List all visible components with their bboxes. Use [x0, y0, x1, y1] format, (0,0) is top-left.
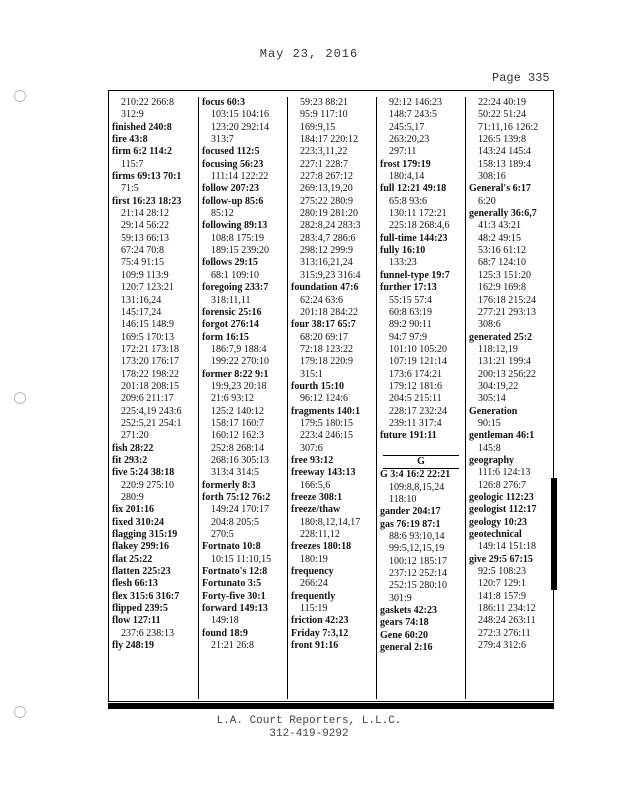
- index-term: freeze/thaw: [291, 504, 341, 516]
- index-term: firm 6:2 114:2: [112, 146, 172, 158]
- hole-punch-mark: [14, 392, 26, 404]
- index-reference: 146:15 148:9: [121, 319, 175, 331]
- index-term: forgot 276:14: [202, 319, 259, 331]
- index-reference: 143:24 145:4: [478, 146, 532, 158]
- index-reference: 19:9,23 20:18: [211, 380, 267, 392]
- index-reference: 65:8 93:6: [389, 195, 428, 207]
- index-reference: 62:24 63:6: [300, 294, 344, 306]
- index-term: flex 315:6 316:7: [112, 590, 180, 602]
- index-reference: 270:5: [211, 529, 234, 541]
- index-reference: 166:5,6: [300, 479, 331, 491]
- index-reference: 282:8,24 283:3: [300, 220, 361, 232]
- index-reference: 307:6: [300, 442, 323, 454]
- index-term: finished 240:8: [112, 121, 172, 133]
- index-columns: [109, 97, 554, 699]
- index-reference: 118:10: [389, 494, 417, 505]
- index-reference: 283:4,7 286:6: [300, 232, 356, 244]
- index-reference: 252:8 268:14: [211, 442, 265, 454]
- index-term: fit 293:2: [112, 454, 148, 466]
- hole-punch-mark: [14, 90, 26, 102]
- index-term: flow 127:11: [112, 615, 161, 627]
- index-reference: 68:20 69:17: [300, 331, 349, 343]
- index-column-4: [376, 97, 465, 699]
- index-term: forward 149:13: [202, 603, 268, 615]
- index-term: Fortnato's 12:8: [202, 566, 268, 578]
- index-reference: 130:11 172:21: [389, 208, 447, 220]
- index-reference: 227:1 228:7: [300, 158, 349, 170]
- index-reference: 162:9 169:8: [478, 282, 527, 294]
- index-reference: 204:5 215:11: [389, 393, 442, 405]
- index-reference: 89:2 90:11: [389, 319, 432, 331]
- index-column-2: [198, 97, 287, 699]
- index-term: frequency: [291, 566, 334, 578]
- index-reference: 92:5 108:23: [478, 566, 527, 578]
- index-reference: 313:4 314:5: [211, 467, 260, 479]
- index-reference: 107:19 121:14: [389, 356, 448, 368]
- index-reference: 220:9 275:10: [121, 479, 175, 491]
- index-reference: 237:6 238:13: [121, 627, 175, 639]
- index-term: gas 76:19 87:1: [380, 518, 441, 530]
- index-term: flipped 239:5: [112, 603, 168, 615]
- index-reference: 280:9: [121, 492, 144, 503]
- index-reference: 131:16,24: [121, 294, 162, 306]
- index-reference: 115:19: [300, 603, 328, 615]
- index-term: Fortunato 3:5: [202, 578, 262, 590]
- index-reference: 94:7 97:9: [389, 331, 428, 343]
- index-reference: 126:5 139:8: [478, 134, 527, 146]
- index-term: flakey 299:16: [112, 541, 169, 553]
- index-reference: 68:7 124:10: [478, 257, 527, 269]
- index-reference: 279:4 312:6: [478, 640, 527, 652]
- letter-tab-marker: [551, 478, 557, 590]
- index-reference: 223:4 246:15: [300, 430, 354, 442]
- index-term: general 2:16: [380, 642, 433, 654]
- index-term: General's 6:17: [469, 183, 531, 195]
- index-reference: 169:5 170:13: [121, 331, 175, 343]
- page-number: Page 335: [492, 71, 550, 85]
- blank-line: [377, 443, 465, 455]
- index-term: Fortnato 10:8: [202, 541, 261, 553]
- index-reference: 100:12 185:17: [389, 555, 448, 567]
- index-term: generated 25:2: [469, 331, 533, 343]
- index-reference: 176:18 215:24: [478, 294, 537, 306]
- index-term: free 93:12: [291, 454, 334, 466]
- index-reference: 67:24 70:8: [121, 245, 165, 257]
- index-term: funnel-type 19:7: [380, 269, 450, 281]
- index-reference: 109:8,8,15,24: [389, 481, 445, 493]
- index-reference: 252:15 280:10: [389, 580, 448, 592]
- index-reference: 228:17 232:24: [389, 405, 448, 417]
- index-term: frost 179:19: [380, 158, 431, 170]
- index-reference: 118:12,19: [478, 343, 518, 355]
- index-reference: 186:7,9 188:4: [211, 343, 267, 355]
- index-reference: 158:17 160:7: [211, 417, 265, 429]
- index-term: generally 36:6,7: [469, 208, 537, 220]
- index-reference: 245:5,17: [389, 121, 425, 133]
- index-reference: 120:7 129:1: [478, 578, 527, 590]
- index-term: future 191:11: [380, 430, 437, 442]
- index-reference: 22:24 40:19: [478, 97, 527, 108]
- index-term: Forty-five 30:1: [202, 590, 266, 602]
- index-term: geography: [469, 454, 514, 466]
- index-term: front 91:16: [291, 640, 339, 652]
- index-reference: 223:3,11,22: [300, 146, 348, 158]
- index-term: gentleman 46:1: [469, 430, 535, 442]
- index-term: gaskets 42:23: [380, 605, 437, 617]
- index-term: fish 28:22: [112, 442, 154, 454]
- index-reference: 71:5: [121, 183, 139, 195]
- index-term: former 8:22 9:1: [202, 368, 269, 380]
- index-term: flagging 315:19: [112, 529, 178, 541]
- index-term: gears 74:18: [380, 617, 429, 629]
- index-reference: 111:14 122:22: [211, 171, 269, 183]
- index-term: found 18:9: [202, 627, 248, 639]
- index-reference: 71:11,16 126:2: [478, 121, 539, 133]
- index-reference: 103:15 104:16: [211, 109, 270, 121]
- index-reference: 200:13 256:22: [478, 368, 537, 380]
- index-reference: 88:6 93:10,14: [389, 531, 445, 543]
- index-term: foundation 47:6: [291, 282, 359, 294]
- index-reference: 172:21 173:18: [121, 343, 180, 355]
- index-reference: 60:8 63:19: [389, 306, 433, 318]
- index-reference: 227:8 267:12: [300, 171, 354, 183]
- index-reference: 148:7 243:5: [389, 109, 438, 121]
- index-term: fragments 140:1: [291, 405, 361, 417]
- index-reference: 59:13 66:13: [121, 232, 170, 244]
- index-reference: 180:19: [300, 553, 328, 565]
- index-term: flesh 66:13: [112, 578, 158, 590]
- index-term: geologist 112:17: [469, 504, 537, 516]
- index-term: geologic 112:23: [469, 492, 534, 503]
- index-reference: 275:22 280:9: [300, 195, 354, 207]
- index-term: forth 75:12 76:2: [202, 492, 271, 503]
- index-reference: 125:2 140:12: [211, 405, 265, 417]
- index-reference: 315:1: [300, 368, 323, 380]
- index-reference: 308:16: [478, 171, 506, 183]
- index-reference: 179:18 220:9: [300, 356, 354, 368]
- index-reference: 297:11: [389, 146, 417, 158]
- index-term: freeway 143:13: [291, 467, 356, 479]
- index-reference: 204:8 205:5: [211, 516, 260, 528]
- index-term: freezes 180:18: [291, 541, 352, 553]
- index-reference: 141:8 157:9: [478, 590, 527, 602]
- index-reference: 10:15 11:10,15: [211, 553, 272, 565]
- index-term: flatten 225:23: [112, 566, 171, 578]
- index-term: following 89:13: [202, 220, 268, 232]
- index-reference: 90:15: [478, 417, 501, 429]
- word-index-frame: [108, 90, 554, 702]
- index-term: fix 201:16: [112, 504, 154, 516]
- index-reference: 313:16,21,24: [300, 257, 353, 269]
- index-reference: 180:4,14: [389, 171, 425, 183]
- index-reference: 21:21 26:8: [211, 640, 255, 652]
- index-term: frequently: [291, 590, 336, 602]
- court-reporter-name: L.A. Court Reporters, L.L.C.: [216, 715, 402, 727]
- index-reference: 228:11,12: [300, 529, 340, 541]
- index-reference: 111:6 124:13: [478, 467, 531, 479]
- index-reference: 120:7 123:21: [121, 282, 175, 294]
- index-reference: 59:23 88:21: [300, 97, 349, 108]
- index-reference: 55:15 57:4: [389, 294, 433, 306]
- index-reference: 41:3 43:21: [478, 220, 522, 232]
- index-reference: 68:1 109:10: [211, 269, 260, 281]
- index-term: formerly 8:3: [202, 479, 256, 491]
- index-reference: 108:8 175:19: [211, 232, 265, 244]
- index-reference: 266:24: [300, 578, 328, 590]
- index-reference: 92:12 146:23: [389, 97, 443, 108]
- index-term: gander 204:17: [380, 506, 441, 518]
- index-reference: 315:9,23 316:4: [300, 269, 361, 281]
- index-reference: 248:24 263:11: [478, 615, 536, 627]
- index-term: first 16:23 18:23: [112, 195, 182, 207]
- index-reference: 133:23: [389, 257, 417, 269]
- index-reference: 149:14 151:18: [478, 541, 537, 553]
- index-reference: 210:22 266:8: [121, 97, 175, 108]
- index-reference: 160:12 162:3: [211, 430, 265, 442]
- index-reference: 225:18 268:4,6: [389, 220, 450, 232]
- index-reference: 131:21 199:4: [478, 356, 532, 368]
- index-column-5: [465, 97, 554, 699]
- index-reference: 145:8: [478, 442, 501, 454]
- index-term: freeze 308:1: [291, 492, 343, 503]
- index-reference: 53:16 61:12: [478, 245, 527, 257]
- index-reference: 271:20: [121, 430, 149, 442]
- index-reference: 301:9: [389, 592, 412, 604]
- index-column-3: [287, 97, 376, 699]
- index-term: follow-up 85:6: [202, 195, 264, 207]
- index-reference: 263:20,23: [389, 134, 430, 146]
- index-reference: 225:4,19 243:6: [121, 405, 182, 417]
- index-reference: 145:17,24: [121, 306, 162, 318]
- index-reference: 312:9: [121, 109, 144, 121]
- index-term: form 16:15: [202, 331, 249, 343]
- transcript-date: May 23, 2016: [259, 47, 359, 61]
- index-reference: 252:5,21 254:1: [121, 417, 182, 429]
- index-term: fully 16:10: [380, 245, 426, 257]
- index-reference: 201:18 208:15: [121, 380, 180, 392]
- index-term: forensic 25:16: [202, 306, 262, 318]
- index-reference: 189:15 239:20: [211, 245, 270, 257]
- index-term: focusing 56:23: [202, 158, 264, 170]
- index-term: fly 248:19: [112, 640, 154, 652]
- index-reference: 313:7: [211, 134, 234, 146]
- index-reference: 169:9,15: [300, 121, 336, 133]
- index-reference: 179:5 180:15: [300, 417, 354, 429]
- index-term: give 29:5 67:15: [469, 553, 533, 565]
- index-reference: 308:6: [478, 319, 501, 331]
- index-reference: 95:9 117:10: [300, 109, 348, 121]
- index-term: follows 29:15: [202, 257, 258, 269]
- index-reference: 298:12 299:9: [300, 245, 354, 257]
- index-reference: 318:11,11: [211, 294, 251, 306]
- index-term: geotechnical: [469, 529, 522, 541]
- index-reference: 75:4 91:15: [121, 257, 165, 269]
- index-reference: 21:14 28:12: [121, 208, 170, 220]
- index-reference: 180:8,12,14,17: [300, 516, 361, 528]
- index-term: friction 42:23: [291, 615, 349, 627]
- index-reference: 126:8 276:7: [478, 479, 527, 491]
- index-reference: 272:3 276:11: [478, 627, 531, 639]
- index-reference: 280:19 281:20: [300, 208, 359, 220]
- index-reference: 123:20 292:14: [211, 121, 270, 133]
- index-reference: 99:5,12,15,19: [389, 543, 445, 555]
- index-term: Generation: [469, 405, 518, 417]
- index-reference: 269:13,19,20: [300, 183, 353, 195]
- index-reference: 50:22 51:24: [478, 109, 527, 121]
- index-reference: 149:24 170:17: [211, 504, 270, 516]
- index-reference: 101:10 105:20: [389, 343, 448, 355]
- index-reference: 6:20: [478, 195, 496, 207]
- index-term: full 12:21 49:18: [380, 183, 447, 195]
- index-column-1: [109, 97, 197, 699]
- index-reference: 149:18: [211, 615, 239, 627]
- index-reference: 268:16 305:13: [211, 454, 270, 466]
- index-reference: 21:6 93:12: [211, 393, 255, 405]
- index-reference: 173:20 176:17: [121, 356, 180, 368]
- index-reference: 184:17 220:12: [300, 134, 359, 146]
- index-reference: 305:14: [478, 393, 506, 405]
- index-term: four 38:17 65:7: [291, 319, 356, 331]
- index-term: full-time 144:23: [380, 232, 448, 244]
- index-reference: 239:11 317:4: [389, 417, 442, 429]
- index-term: G 3:4 16:2 22:21: [380, 469, 451, 481]
- index-reference: 115:7: [121, 158, 144, 170]
- section-letter: G: [417, 455, 425, 467]
- court-reporter-phone: 312-419-9292: [269, 728, 349, 740]
- index-reference: 173:6 174:21: [389, 368, 443, 380]
- index-term: fire 43:8: [112, 134, 148, 146]
- index-term: foregoing 233:7: [202, 282, 269, 294]
- index-term: focus 60:3: [202, 97, 246, 108]
- index-reference: 178:22 198:22: [121, 368, 180, 380]
- index-term: fixed 310:24: [112, 516, 164, 528]
- index-reference: 186:11 234:12: [478, 603, 536, 615]
- page-bottom-bar: [108, 703, 554, 709]
- index-term: focused 112:5: [202, 146, 260, 158]
- index-reference: 199:22 270:10: [211, 356, 270, 368]
- index-term: Friday 7:3,12: [291, 627, 349, 639]
- index-reference: 29:14 56:22: [121, 220, 170, 232]
- index-term: fourth 15:10: [291, 380, 345, 392]
- index-reference: 109:9 113:9: [121, 269, 169, 281]
- index-reference: 277:21 293:13: [478, 306, 537, 318]
- index-reference: 209:6 211:17: [121, 393, 174, 405]
- index-reference: 85:12: [211, 208, 234, 220]
- index-reference: 125:3 151:20: [478, 269, 532, 281]
- index-term: follow 207:23: [202, 183, 259, 195]
- index-term: five 5:24 38:18: [112, 467, 175, 479]
- index-reference: 72:18 123:22: [300, 343, 354, 355]
- index-term: firms 69:13 70:1: [112, 171, 182, 183]
- index-reference: 158:13 189:4: [478, 158, 532, 170]
- index-reference: 179:12 181:6: [389, 380, 443, 392]
- index-term: further 17:13: [380, 282, 437, 294]
- index-reference: 304:19,22: [478, 380, 519, 392]
- index-term: flat 25:22: [112, 553, 153, 565]
- index-reference: 237:12 252:14: [389, 568, 448, 580]
- index-reference: 48:2 49:15: [478, 232, 522, 244]
- index-reference: 201:18 284:22: [300, 306, 359, 318]
- index-reference: 96:12 124:6: [300, 393, 349, 405]
- index-term: Gene 60:20: [380, 629, 429, 641]
- index-term: geology 10:23: [469, 516, 528, 528]
